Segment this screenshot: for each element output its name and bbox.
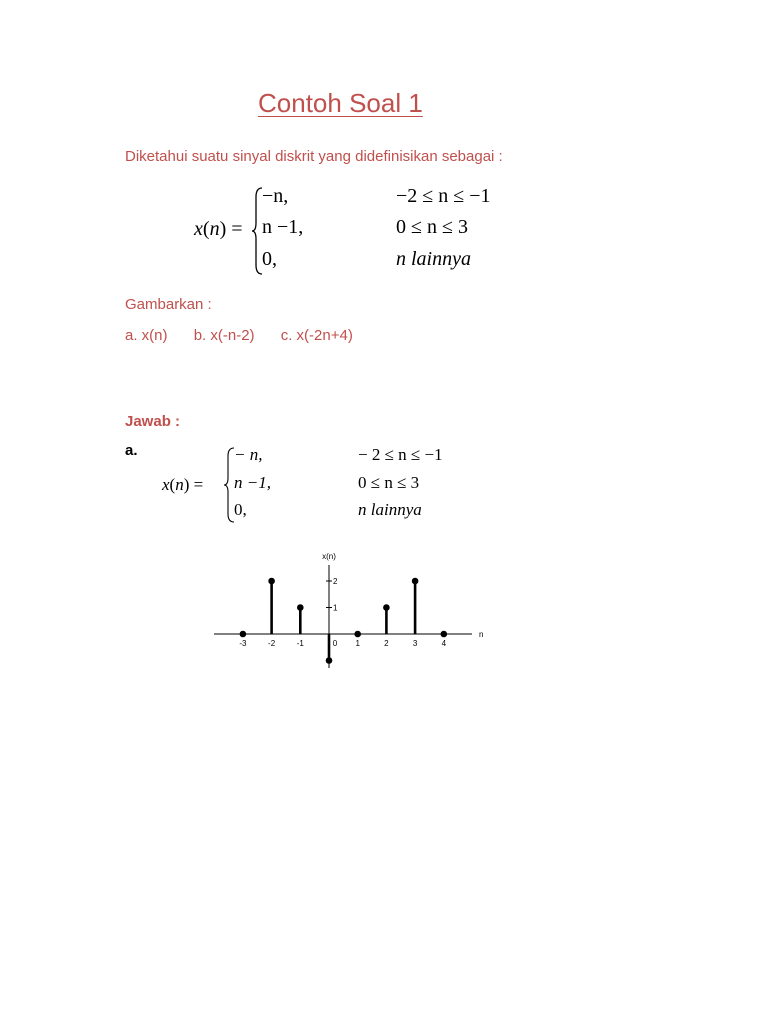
x-tick-label: -3 bbox=[239, 639, 247, 648]
answer-part-label: a. bbox=[125, 442, 138, 459]
case-condition: n lainnya bbox=[358, 500, 422, 519]
x-tick-label: -1 bbox=[296, 639, 304, 648]
stem-marker bbox=[354, 631, 361, 638]
page-title: Contoh Soal 1 bbox=[258, 88, 423, 118]
stem-marker bbox=[441, 631, 448, 638]
case-expr: n −1, bbox=[234, 473, 271, 492]
x-tick-label: -2 bbox=[268, 639, 276, 648]
case-expr: 0, bbox=[262, 248, 277, 270]
task-item: b. x(-n-2) bbox=[193, 327, 255, 344]
x-tick-label: 0 bbox=[332, 639, 338, 648]
y-tick-label: 2 bbox=[333, 577, 338, 586]
case-expr: −n, bbox=[262, 185, 289, 207]
stem-marker bbox=[326, 657, 333, 664]
stem-marker bbox=[412, 578, 419, 585]
x-tick-label: 4 bbox=[441, 639, 447, 648]
equation-lhs: x(n) = bbox=[162, 475, 204, 494]
equation-lhs: x(n) = bbox=[194, 218, 243, 240]
stem-marker bbox=[297, 604, 304, 611]
stem-marker bbox=[268, 578, 275, 585]
task-label: Gambarkan : bbox=[125, 296, 212, 313]
case-condition: 0 ≤ n ≤ 3 bbox=[396, 216, 468, 238]
case-condition: −2 ≤ n ≤ −1 bbox=[396, 185, 491, 207]
task-item: c. x(-2n+4) bbox=[280, 327, 353, 344]
case-condition: n lainnya bbox=[396, 248, 471, 270]
x-tick-label: 2 bbox=[384, 639, 389, 648]
case-expr: n −1, bbox=[262, 216, 304, 238]
problem-statement: Diketahui suatu sinyal diskrit yang didefinisikan sebagai : bbox=[125, 148, 503, 165]
answer-label: Jawab : bbox=[125, 413, 181, 430]
x-tick-label: 3 bbox=[412, 639, 418, 648]
y-axis-label: x(n) bbox=[322, 552, 336, 561]
stem-marker bbox=[240, 631, 247, 638]
x-tick-label: 1 bbox=[355, 639, 360, 648]
case-condition: 0 ≤ n ≤ 3 bbox=[358, 473, 420, 492]
case-condition: − 2 ≤ n ≤ −1 bbox=[358, 445, 443, 464]
case-expr: 0, bbox=[234, 500, 247, 519]
stem-marker bbox=[383, 604, 390, 611]
case-expr: − n, bbox=[234, 445, 263, 464]
task-item: a. x(n) bbox=[125, 327, 168, 344]
x-axis-label: n bbox=[479, 630, 484, 639]
y-tick-label: 1 bbox=[333, 603, 338, 613]
